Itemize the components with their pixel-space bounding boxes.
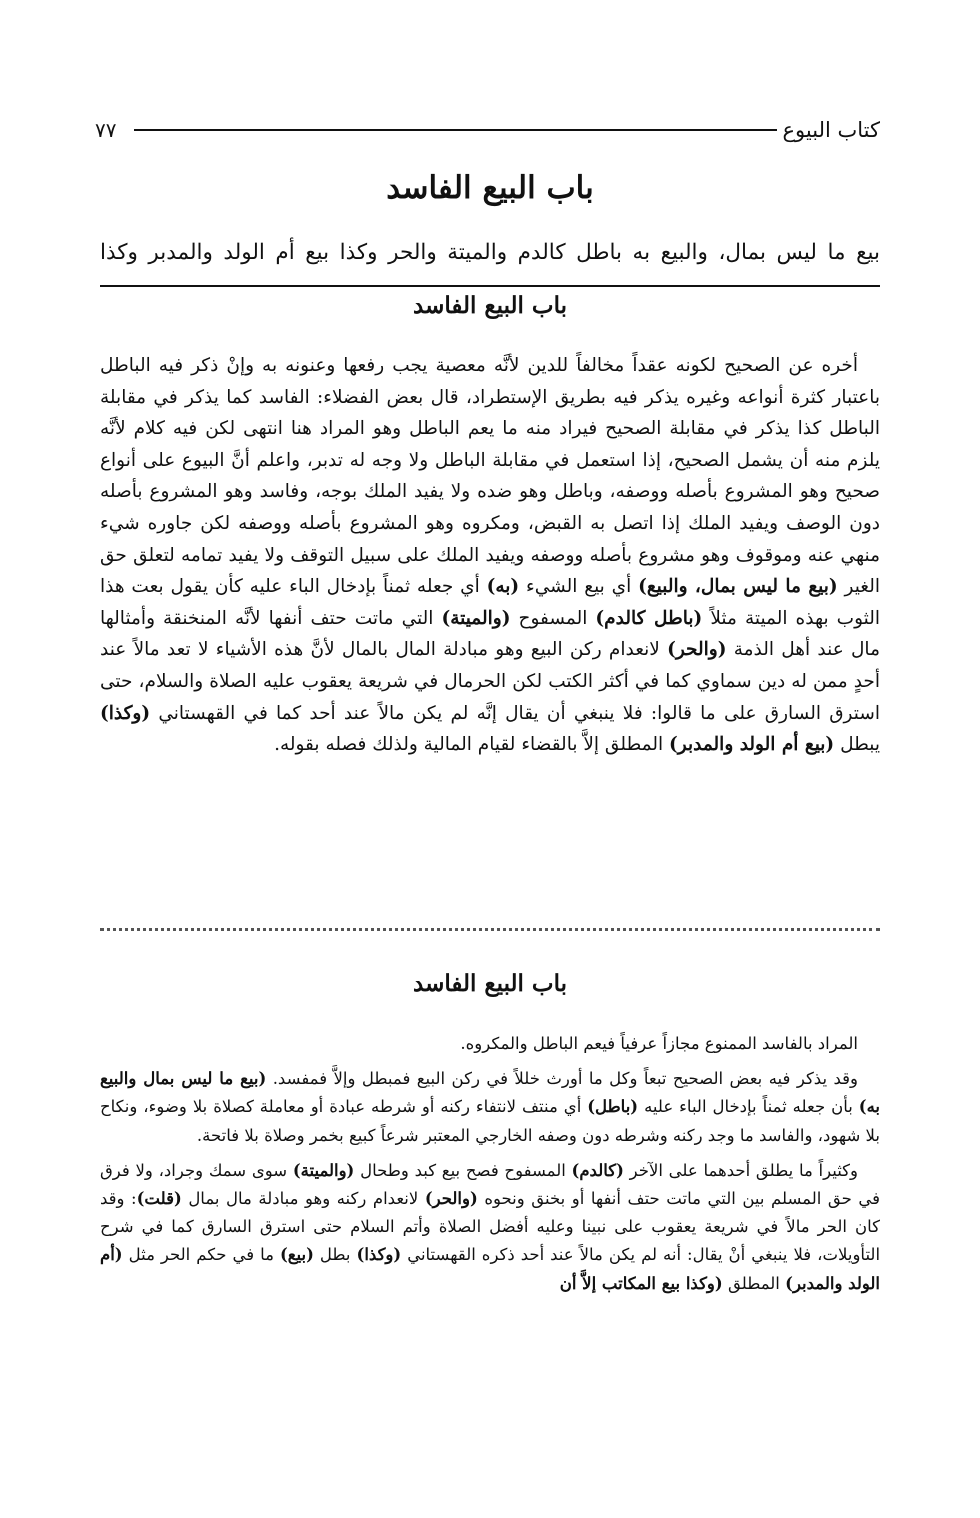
matn-quote: (بيع ما ليس بمال والبيع به) (100, 1069, 881, 1117)
matn-quote: (وكذا بيع المكاتب إلاَّ أن (559, 1273, 723, 1293)
text-run: سوى سمك وجراد، ولا فرق في حق المسلم بين التي ماتت حتف أنفها أو بخنق ونحوه (100, 1160, 880, 1209)
text-run: لانعدام ركنه وهو مبادلة مال بمال (188, 1189, 419, 1209)
matn-quote: (به) (486, 576, 520, 598)
text-run: ما في حكم الحر مثل (128, 1245, 274, 1265)
text-run: المطلق (727, 1273, 780, 1293)
matn-quote: (بيع أم الولد والمدبر) (669, 734, 835, 756)
page-number: ٧٧ (95, 118, 117, 142)
matn-quote: (باطل كالدم) (595, 607, 703, 629)
section-divider (100, 285, 880, 287)
commentary2-paragraph: المراد بالفاسد الممنوع مجازاً عرفياً فيعم الباطل والمكروه. (460, 1034, 858, 1053)
commentary2-body (100, 1030, 880, 1298)
matn-quote: (باطل) (587, 1097, 639, 1117)
running-header (95, 112, 880, 148)
matn-quote: (أم الولد والمدبر) (100, 1245, 880, 1293)
text-run: المطلق إلاَّ بالقضاء لقيام المالية ولذلك فصله بقوله. (274, 734, 664, 756)
commentary2-title: باب البيع الفاسد (413, 970, 567, 997)
text-run: المسفوح فصح بيع كبد وطحال (360, 1160, 566, 1180)
matn-quote: (وكذا) (100, 702, 151, 724)
text-run: يبطل (840, 734, 880, 756)
matn-quote: (بيع) (279, 1245, 314, 1265)
matn-quote: (قلت) (136, 1189, 182, 1209)
matn-quote: (والحر) (424, 1189, 478, 1209)
matn-quote: (والميتة) (441, 607, 511, 629)
text-run: أي جعله ثمناً بإدخال الباء عليه كأن يقول بعت هذا الثوب بهذه الميتة مثلاً (100, 576, 881, 629)
header-rule (134, 129, 776, 131)
text-run: لانعدام ركن البيع وهو مبادلة المال بالمال لأنَّ هذه الأشياء لا تعد مالاً عند أحدٍ ممن له دين سماوي كما في أكثر الكتب لكن الحرمال في شريعة يعقوب عليه الصلاة والسلام، حتى استرق السارق على ما قالوا: فلا ينبغي أن يقال إنَّه لم يكن مالاً عند أحد كما في القهستاني (100, 639, 880, 724)
commentary1-body (100, 350, 880, 761)
matn-quote: (بيع ما ليس بمال، والبيع) (638, 576, 838, 598)
matn-quote: (كالدم) (571, 1160, 624, 1180)
matn-quote: (والحر) (667, 639, 727, 661)
text-run: أي بيع الشيء (526, 576, 632, 598)
dotted-separator (100, 928, 880, 931)
text-run: وقد يذكر فيه بعض الصحيح تبعاً وكل ما أورث خللاً في ركن البيع فمبطل وإلاَّ فمفسد. (272, 1069, 858, 1089)
matn-quote: (وكذا) (356, 1245, 402, 1265)
text-run: أخره عن الصحيح لكونه عقداً مخالفاً للدين لأنَّه معصية يجب رفعها وعنونه به وإنْ ذكر فيه الباطل باعتبار كثرة أنواعه وغيره يذكر فيه بطريق الإستطراد، قال بعض الفضلاء: الفاسد كما يذكر في مقابلة الباطل كذا يذكر في مقابلة الصحيح فيراد منه ما يعم الباطل وهو المراد هنا انتهى لكن فيه كلام لأنَّه يلزم منه أن يشمل الصحيح، إذا استعمل في مقابلة الباطل ولا وجه له تدبر، واعلم أنَّ البيوع على أنواع صحيح وهو المشروع بأصله ووصفه، وباطل وهو ضده ولا يفيد الملك بوجه، وفاسد وهو المشروع بأصله دون الوصف ويفيد الملك إذا اتصل به القبض، ومكروه وهو المشروع بأصله ووصفه لكن جاوره شيء منهي عنه وموقوف وهو مشروع بأصله ووصفه ويفيد الملك على سبيل التوقف ولا يفيد تمامه لتعلق حق الغير (100, 355, 880, 598)
text-run: بأن جعله ثمناً بإدخال الباء عليه (644, 1097, 853, 1117)
text-run: : وقد كان الحر مالاً في شريعة يعقوب على نبينا وعليه أفضل الصلاة وأتم السلام حتى استرق السارق كما في شرح التأويلات، فلا ينبغي أنْ يقال: أنه لم يكن مالاً عند أحد ذكره القهستاني (100, 1189, 881, 1265)
text-run: وكثيراً ما يطلق أحدهما على الآخر (629, 1160, 858, 1180)
chapter-title: باب البيع الفاسد (386, 170, 594, 206)
text-run: بطل (319, 1245, 351, 1265)
commentary1-title: باب البيع الفاسد (413, 292, 567, 319)
matn-quote: (والميتة) (292, 1160, 355, 1180)
text-run: التي ماتت حتف أنفها لأنَّه المنخنقة وأمثالها مال عند أهل الذمة (100, 607, 880, 661)
text-run: المسفوح (518, 607, 588, 629)
book-title: كتاب البيوع (782, 118, 880, 142)
commentary2-paragraph (100, 1065, 880, 1150)
commentary2-paragraph (100, 1157, 880, 1298)
commentary1-paragraph (100, 350, 880, 761)
matn-text: بيع ما ليس بمال، والبيع به باطل كالدم والميتة والحر وكذا بيع أم الولد والمدبر وكذا (100, 240, 880, 265)
text-run: أي منتف لانتفاء ركنه أو شرطه عبادة أو معاملة كصلاة بلا وضوء، ونكاح بلا شهود، والفاسد ما وجد ركنه وشرطه دون وصفه الخارجي المعتبر شرعاً كبيع بخمر وصلاة بلا فاتحة. (100, 1097, 880, 1145)
